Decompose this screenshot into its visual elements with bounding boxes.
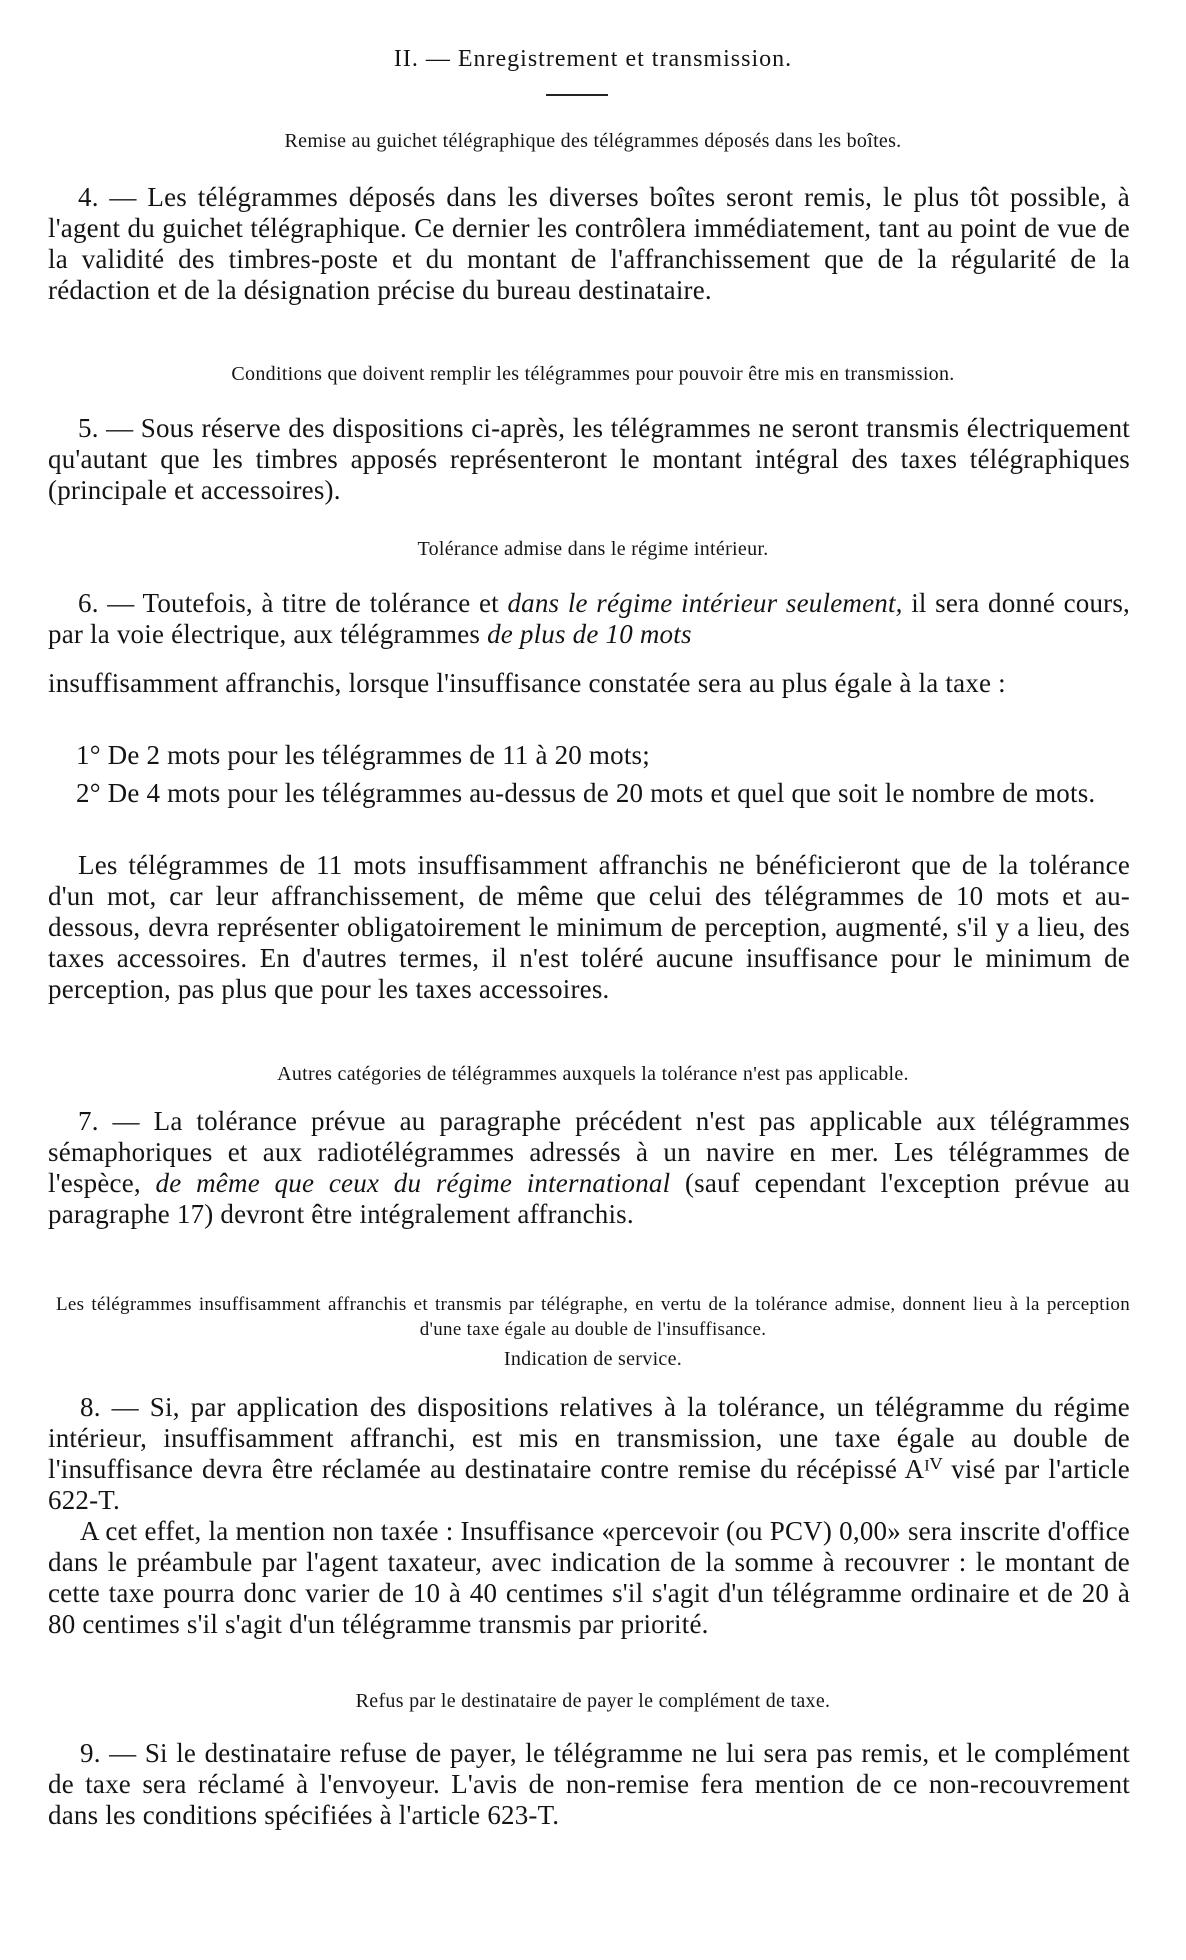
section-6-text-italic-regime: dans le régime intérieur seulement, [507,588,903,618]
title-rule [546,94,608,96]
section-6-item-2: 2° De 4 mots pour les télégrammes au-dessus de 20 mots et quel que soit le nombre de mots. [76,778,1096,808]
section-6-item-1: 1° De 2 mots pour les télégrammes de 11 à 20 mots; [76,740,650,770]
section-7-text-italic: de même que ceux du régime international [155,1168,671,1198]
section-4-text: 4. — Les télégrammes déposés dans les diverses boîtes seront remis, le plus tôt possible, à l'agent du guichet télégraphique. Ce dernier les contrôlera immédiatement, tant au point de vue de la validité des timbres-poste et du montant de l'affranchissement que de la régularité de la rédaction et de la désignation précise du bureau destinataire. [48,182,1130,305]
section-8-heading-indication: Indication de service. [503,1348,683,1370]
section-6-text-part-c: il sera donné cours, par la voie électrique, aux télégrammes [48,588,1131,649]
section-6-heading: Tolérance admise dans le régime intérieur. [417,538,769,560]
section-7-text-part-c: (sauf cependant l'exception prévue au paragraphe 17) devront être intégralement affranchis. [48,1168,1131,1229]
section-6-text-continuation: insuffisamment affranchis, lorsque l'insuffisance constatée sera au plus égale à la taxe : [48,668,1006,698]
section-9-text: 9. — Si le destinataire refuse de payer, le télégramme ne lui sera pas remis, et le complément de taxe sera réclamé à l'envoyeur. L'avis de non-remise fera mention de ce non-recouvrement dans les conditions spécifiées à l'article 623-T. [48,1738,1130,1830]
section-8-text-mention: A cet effet, la mention non taxée : Insuffisance «percevoir (ou PCV) 0,00» sera inscrite d'office dans le préambule par l'agent taxateur, avec indication de la somme à recouvrer : le montant de cette taxe pourra donc varier de 10 à 40 centimes s'il s'agit d'un télégramme ordinaire et de 20 à 80 centimes s'il s'agit d'un télégramme transmis par priorité. [48,1516,1130,1639]
section-7-heading: Autres catégories de télégrammes auxquels la tolérance n'est pas applicable. [277,1063,909,1085]
section-7-text-part-a: 7. — La tolérance prévue au paragraphe précédent n'est pas applicable aux télégrammes sémaphoriques et aux radiotélégrammes adressés à un navire en mer. Les télégrammes de l'espèce, [48,1106,1130,1198]
section-9-heading: Refus par le destinataire de payer le complément de taxe. [355,1690,831,1712]
section-5-text: 5. — Sous réserve des dispositions ci-après, les télégrammes ne seront transmis électriquement qu'autant que les timbres apposés représenteront le montant intégral des taxes télégraphiques (principale et accessoires). [48,413,1130,505]
section-8-text: 8. — Si, par application des dispositions relatives à la tolérance, un télégramme du régime intérieur, insuffisamment affranchi, est mis en transmission, une taxe égale au double de l'insuffisance devra être réclamée au destinataire contre remise du récépissé Aᴵⱽ visé par l'article 622-T. [48,1392,1130,1515]
section-6-text-italic-mots: de plus de 10 mots [487,619,692,649]
section-7-text [48,1106,1130,1230]
section-8-heading-rule: Les télégrammes insuffisamment affranchis et transmis par télégraphe, en vertu de la tolérance admise, donnent lieu à la perception d'une taxe égale au double de l'insuffisance. [56,1294,1130,1340]
section-6-text-part-a: 6. — Toutefois, à titre de tolérance et [78,588,508,618]
section-5-heading: Conditions que doivent remplir les télégrammes pour pouvoir être mis en transmission. [231,363,955,385]
chapter-title: II. — Enregistrement et transmission. [393,46,793,72]
section-4-heading: Remise au guichet télégraphique des télégrammes déposés dans les boîtes. [284,130,902,152]
section-6-text-explanation: Les télégrammes de 11 mots insuffisamment affranchis ne bénéficieront que de la tolérance d'un mot, car leur affranchissement, de même que celui des télégrammes de 10 mots et au-dessous, devra représenter obligatoirement le minimum de perception, augmenté, s'il y a lieu, des taxes accessoires. En d'autres termes, il n'est toléré aucune insuffisance pour le minimum de perception, pas plus que pour les taxes accessoires. [48,850,1130,1004]
section-6-text-intro [48,588,1130,650]
